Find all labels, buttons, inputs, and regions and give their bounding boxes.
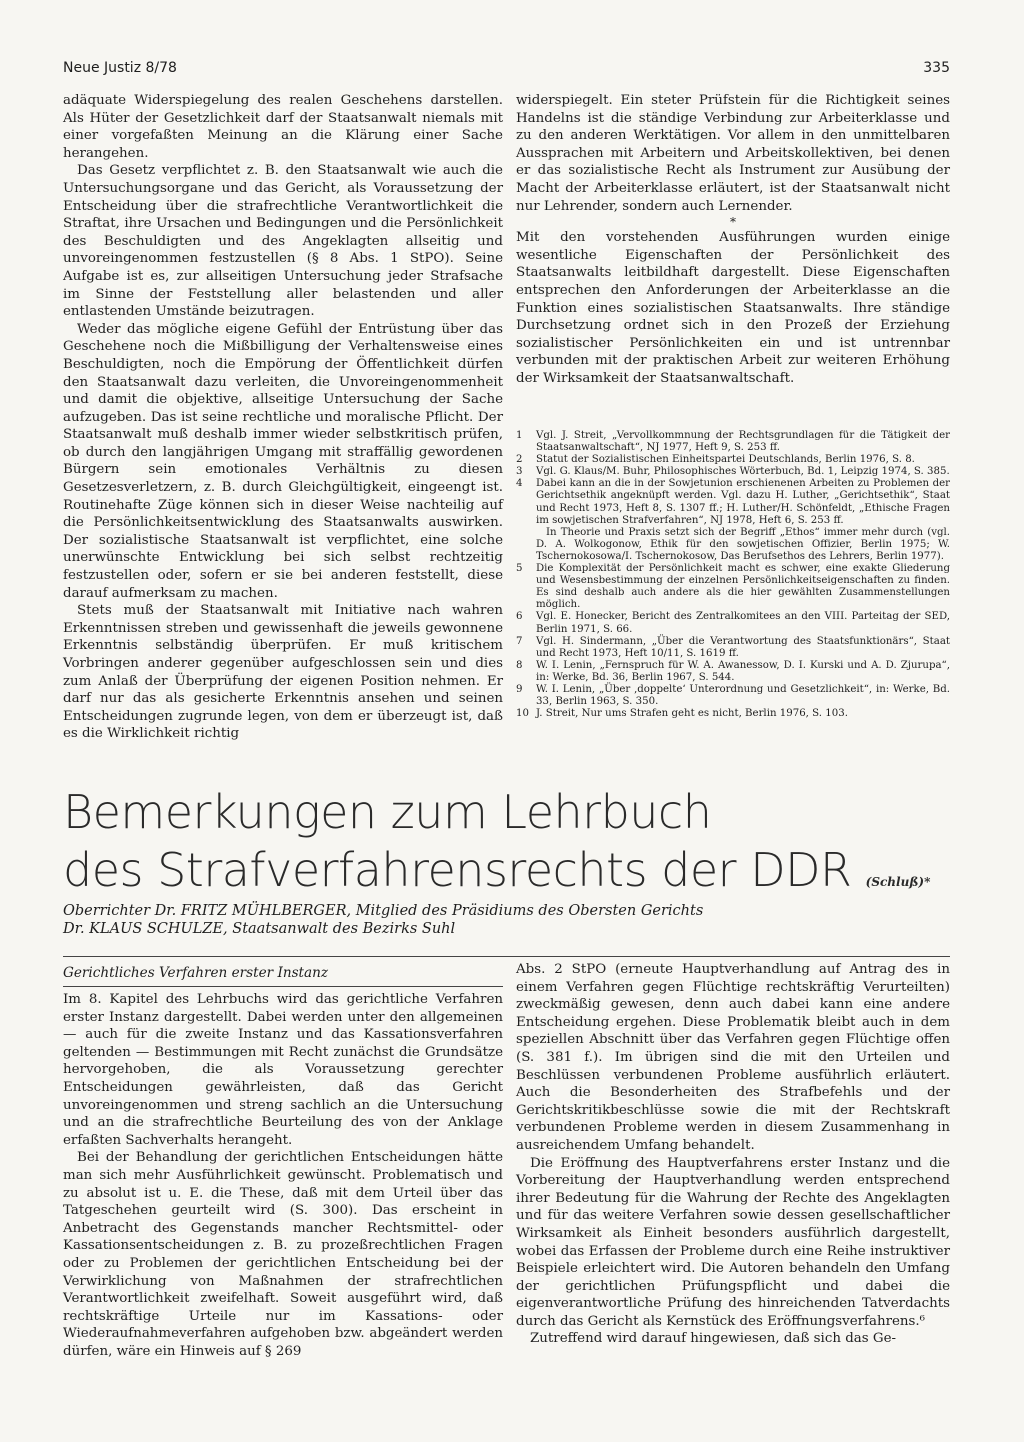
section-rule: [63, 956, 950, 957]
paragraph: Zutreffend wird darauf hingewiesen, daß sich das Ge-: [530, 1331, 897, 1347]
section-separator: *: [730, 215, 736, 230]
footnote: [516, 660, 950, 684]
footnote-number: [516, 527, 536, 563]
paragraph: Bei der Behandlung der gerichtlichen Entscheidungen hätte man sich mehr Ausführlichkeit gewünscht. Problematisch und zu absolut ist u. E. die These, daß mit dem Urteil über das Tatgeschehen geurteilt wird (S. 300). Das erscheint in Anbetracht des Gegenstands mancher Rechtsmittel- oder Kassationsentscheidungen z. B. zu prozeßrechtlichen Fragen oder zu Problemen der gerichtlichen Entscheidung bei der Verwirklichung von Maßnahmen der strafrechtlichen Verantwortlichkeit zweifelhaft. Soweit ausgeführt wird, daß rechtskräftige Urteile nur im Kassations- oder Wiederaufnahmeverfahren aufgehoben bzw. abgeändert werden dürfen, wäre ein Hinweis auf § 269: [63, 1150, 503, 1359]
right-column-text: [516, 92, 950, 388]
paragraph: adäquate Widerspiegelung des realen Geschehens darstellen. Als Hüter der Gesetzlichkeit darf der Staatsanwalt niemals mit einer vorgefaßten Meinung an die Klärung einer Sache herangehen.: [63, 93, 503, 161]
footnote-number: 7: [516, 635, 523, 647]
paragraph: Mit den vorstehenden Ausführungen wurden einige wesentliche Eigenschaften der Persönlichkeit des Staatsanwalts leitbildhaft dargestellt. Diese Eigenschaften entsprechen den Anforderungen der Arbeiterklasse an die Funktion eines sozialistischen Staatsanwalts. Ihre ständige Durchsetzung ordnet sich in den Prozeß der Erziehung sozialistischer Persönlichkeiten ein und ist untrennbar verbunden mit der praktischen Arbeit zur weiteren Erhöhung der Wirksamkeit der Staatsanwaltschaft.: [516, 230, 950, 386]
article-left-column: [63, 991, 503, 1360]
journal-issue: Neue Justiz 8/78: [63, 60, 177, 76]
article-title-line: des Strafverfahrensrechts der DDR: [63, 843, 852, 897]
footnote: [516, 454, 950, 466]
footnote-number: 10: [516, 708, 529, 720]
footnote-text: J. Streit, Nur ums Strafen geht es nicht, Berlin 1976, S. 103.: [536, 708, 848, 720]
running-header: [63, 60, 950, 84]
paragraph: Die Eröffnung des Hauptverfahrens erster Instanz und die Vorbereitung der Hauptverhandlung werden entsprechend ihrer Bedeutung für die Wahrung der Rechte des Angeklagten und für das weitere Verfahren sowie dessen gesellschaftlicher Wirksamkeit als Einheit besonders ausführlich dargestellt, wobei das Erfassen der Probleme durch eine Reihe instruktiver Beispiele erleichtert wird. Die Autoren behandeln den Umfang der gerichtlichen Prüfungspflicht und dabei die eigenverantwortliche Prüfung des hinreichenden Tatverdachts durch das Gericht als Kernstück des Eröffnungsverfahrens.⁶: [516, 1155, 950, 1329]
footnote-number: 6: [516, 611, 523, 623]
footnote-text: Vgl. H. Sindermann, „Über die Verantwortung des Staatsfunktionärs“, Staat und Recht 1973, Heft 10/11, S. 1619 ff.: [536, 635, 950, 659]
footnote-text: In Theorie und Praxis setzt sich der Begriff „Ethos“ immer mehr durch (vgl. D. A. Wolkogonow, Ethik für den sowjetischen Offizier, Berlin 1975; W. Tschernokosowa/I. Tschernokosow, Das Berufsethos des Lehrers, Berlin 1977).: [536, 526, 950, 562]
article-right-column: [516, 961, 950, 1348]
section-rule: [63, 986, 503, 987]
footnote: [516, 478, 950, 526]
author-line: Oberrichter Dr. FRITZ MÜHLBERGER, Mitglied des Präsidiums des Obersten Gerichts: [63, 903, 704, 919]
page-number: 335: [923, 60, 950, 76]
footnote-number: 1: [516, 430, 523, 441]
article-title: [63, 783, 950, 911]
article-title-line-2: [63, 841, 950, 911]
footnote-number: 3: [516, 466, 523, 478]
left-column-text: [63, 92, 503, 743]
paragraph: Das Gesetz verpflichtet z. B. den Staatsanwalt wie auch die Untersuchungsorgane und das Gericht, als Voraussetzung der Entscheidung über die strafrechtliche Verantwortlichkeit die Straftat, ihre Ursachen und Bedingungen und die Persönlichkeit des Beschuldigten und des Angeklagten allseitig und unvoreingenommen festzustellen (§ 8 Abs. 1 StPO). Seine Aufgabe ist es, zur allseitigen Untersuchung jeder Strafsache im Sinne der Feststellung aller belastenden und aller entlastenden Umstände beizutragen.: [63, 163, 503, 320]
title-suffix: (Schluß)*: [865, 875, 931, 889]
paragraph: Im 8. Kapitel des Lehrbuchs wird das gerichtliche Verfahren erster Instanz dargestellt. Dabei werden unter den allgemeinen — auch für die zweite Instanz und das Kassationsverfahren geltenden — Bestimmungen mit Recht zunächst die Grundsätze hervorgehoben, die als Voraussetzung gerechter Entscheidungen gewährleisten, daß das Gericht unvoreingenommen und streng sachlich an die Untersuchung und an die strafrechtliche Beurteilung des von der Anklage erfaßten Sachverhalts herangeht.: [63, 992, 503, 1148]
paragraph: Stets muß der Staatsanwalt mit Initiative nach wahren Erkenntnissen streben und gewissenhaft die jeweils gewonnene Erkenntnis selbständig überprüfen. Er muß kritischem Vorbringen anderer gegenüber aufgeschlossen sein und dies zum Anlaß der Überprüfung der eigenen Position nehmen. Er darf nur das als gesicherte Erkenntnis ansehen und seinen Entscheidungen zugrunde legen, von dem er überzeugt ist, daß es die Wirklichkeit richtig: [63, 603, 503, 742]
footnote-number: 2: [516, 454, 523, 466]
footnote: [516, 611, 950, 635]
paragraph: Weder das mögliche eigene Gefühl der Entrüstung über das Geschehene noch die Mißbilligung der Verhaltensweise eines Beschuldigten, noch die Empörung der Öffentlichkeit dürfen den Staatsanwalt dazu verleiten, die Unvoreingenommenheit und damit die objektive, allseitige Untersuchung der Sache aufzugeben. Das ist seine rechtliche und moralische Pflicht. Der Staatsanwalt muß deshalb immer wieder selbstkritisch prüfen, ob durch den langjährigen Umgang mit straffällig gewordenen Bürgern sein emotionales Verhältnis zu diesen Gesetzesverletzern, z. B. durch Gleichgültigkeit, eingeengt ist. Routinehafte Züge können sich in dieser Weise nachteilig auf die Persönlichkeitsentwicklung des Staatsanwalts auswirken. Der sozialistische Staatsanwalt ist verpflichtet, eine solche unerwünschte Entwicklung bei sich selbst rechtzeitig festzustellen oder, sofern er sie bei anderen feststellt, diese darauf aufmerksam zu machen.: [63, 321, 503, 601]
section-heading: Gerichtliches Verfahren erster Instanz: [63, 965, 329, 981]
footnote-text: W. I. Lenin, „Über ‚doppelte‘ Unterordnung und Gesetzlichkeit“, in: Werke, Bd. 33, Berlin 1963, S. 350.: [536, 683, 950, 708]
footnote-text: Vgl. G. Klaus/M. Buhr, Philosophisches Wörterbuch, Bd. 1, Leipzig 1974, S. 385.: [536, 466, 950, 478]
footnote: [516, 430, 950, 454]
footnote-text: W. I. Lenin, „Fernspruch für W. A. Awanessow, D. I. Kurski und A. D. Zjurupa“, in: Werke, Bd. 36, Berlin 1967, S. 544.: [536, 659, 950, 683]
footnote-number: 4: [516, 478, 523, 490]
footnote-text: Statut der Sozialistischen Einheitspartei Deutschlands, Berlin 1976, S. 8.: [536, 454, 915, 466]
author-byline: [63, 902, 950, 938]
footnote-text: Dabei kann an die in der Sowjetunion erschienenen Arbeiten zu Problemen der Gerichtsethik angeknüpft werden. Vgl. dazu H. Luther, „Gerichtsethik“, Staat und Recht 1973, Heft 8, S. 1307 ff.; H. Luther/H. Schönfeldt, „Ethische Fragen im sowjetischen Strafverfahren“, NJ 1978, Heft 6, S. 253 ff.: [536, 478, 950, 526]
author-line: Dr. KLAUS SCHULZE, Staatsanwalt des Bezirks Suhl: [63, 921, 456, 937]
paragraph: Abs. 2 StPO (erneute Hauptverhandlung auf Antrag des in einem Verfahren gegen Flüchtige rechtskräftig Verurteilten) zweckmäßig gewesen, denn auch dabei kann eine andere Entscheidung ergehen. Diese Problematik bleibt auch in dem speziellen Abschnitt über das Verfahren gegen Flüchtige offen (S. 381 f.). Im übrigen sind die mit den Urteilen und Beschlüssen verbundenen Probleme ausführlich erläutert. Auch die Besonderheiten des Strafbefehls und der Gerichtskritikbeschlüsse sowie die mit der Rechtskraft verbundenen Probleme werden in diesem Zusammenhang in ausreichendem Umfang behandelt.: [516, 962, 950, 1153]
footnote: [516, 708, 950, 720]
footnote-text: Vgl. E. Honecker, Bericht des Zentralkomitees an den VIII. Parteitag der SED, Berlin 1971, S. 66.: [536, 611, 950, 635]
footnotes: [516, 430, 950, 720]
paragraph: widerspiegelt. Ein steter Prüfstein für die Richtigkeit seines Handelns ist die ständige Verbindung zur Arbeiterklasse und zu den anderen Werktätigen. Vor allem in den unmittelbaren Aussprachen mit Arbeitern und Arbeitskollektiven, bei denen er das sozialistische Recht als Instrument zur Ausübung der Macht der Arbeiterklasse erläutert, ist der Staatsanwalt nicht nur Lehrender, sondern auch Lernender.: [516, 93, 950, 214]
article-title-line: Bemerkungen zum Lehrbuch: [63, 785, 712, 839]
footnote-number: 8: [516, 659, 523, 671]
footnote: [516, 684, 950, 708]
footnote-number: 9: [516, 683, 523, 695]
footnote-text: Die Komplexität der Persönlichkeit macht es schwer, eine exakte Gliederung und Wesensbestimmung der einzelnen Persönlichkeitseigenschaften zu finden. Es sind deshalb auch andere als die hier gewählten Zusammenstellungen möglich.: [536, 563, 950, 611]
footnote-text: Vgl. J. Streit, „Vervollkommnung der Rechtsgrundlagen für die Tätigkeit der Staatsanwaltschaft“, NJ 1977, Heft 9, S. 253 ff.: [536, 430, 950, 454]
footnote: [516, 636, 950, 660]
footnote: [516, 466, 950, 478]
footnote: [516, 563, 950, 611]
footnote-number: 5: [516, 563, 523, 575]
footnote: [516, 527, 950, 563]
